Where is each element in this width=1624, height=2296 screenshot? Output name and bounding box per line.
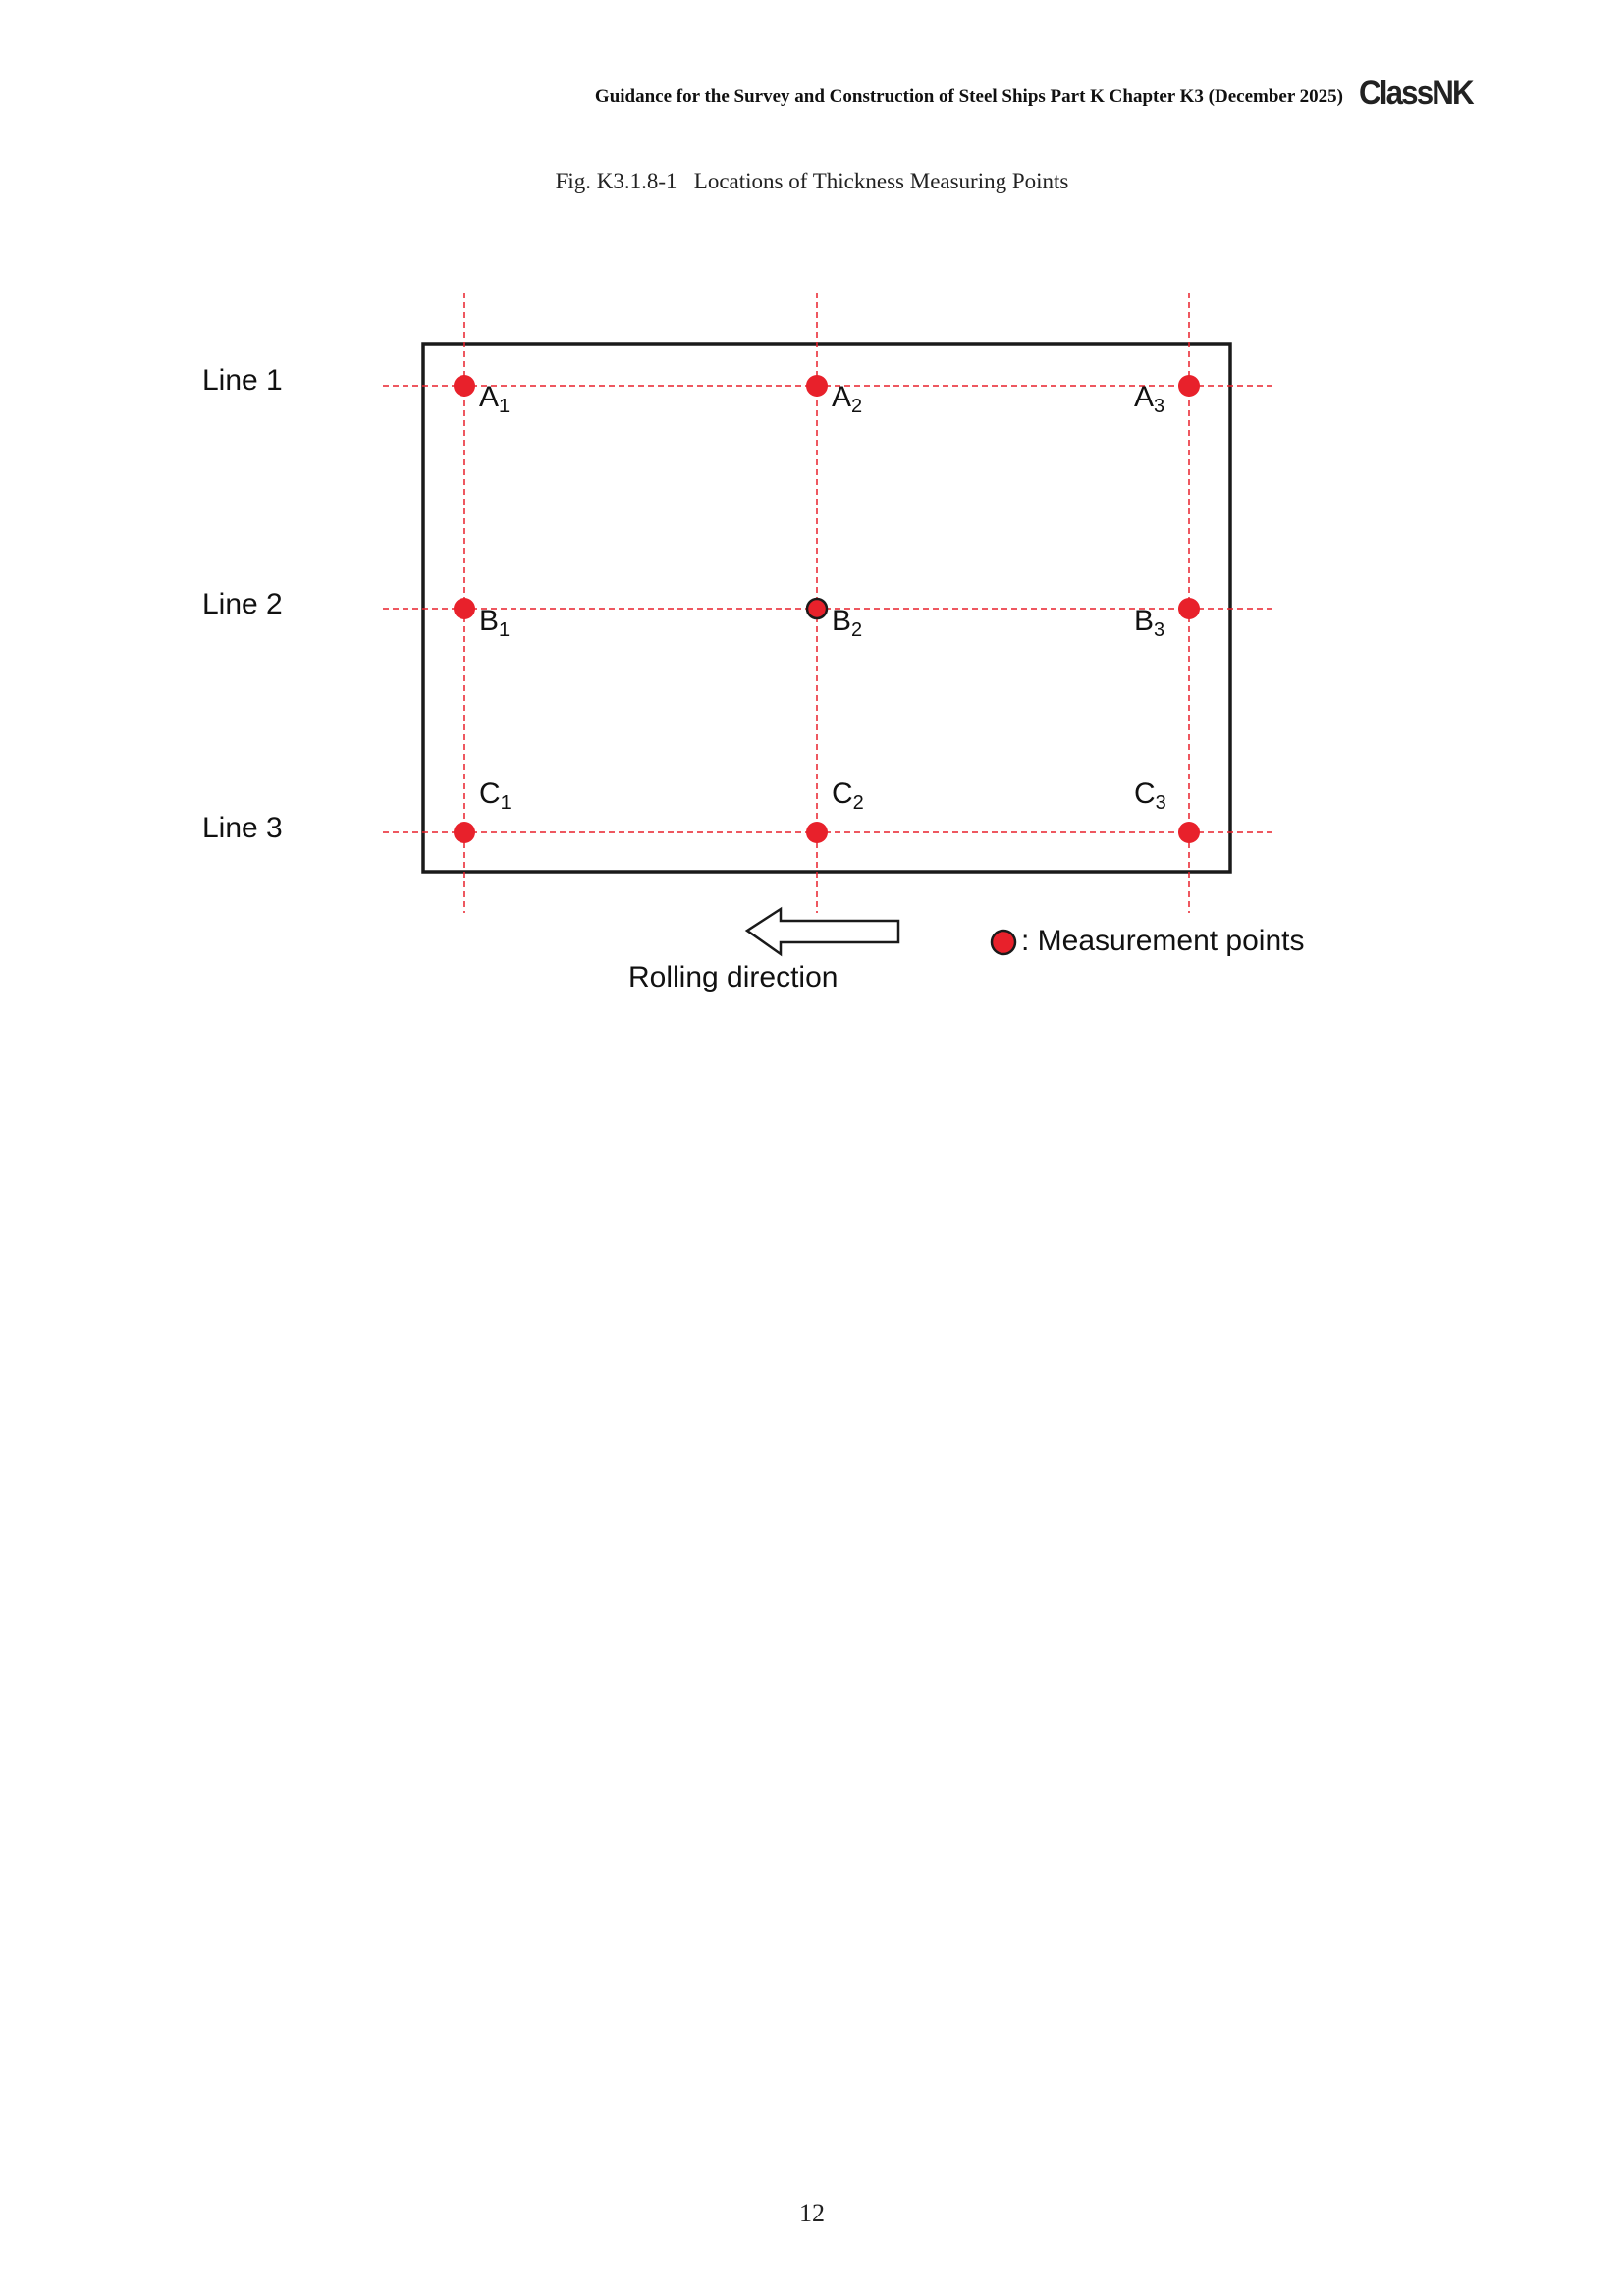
point-c3 — [1178, 822, 1200, 843]
point-a3 — [1178, 375, 1200, 397]
point-label-b2: $B_2$ — [832, 605, 863, 641]
page-number: 12 — [799, 2199, 825, 2227]
rolling-direction-label: Rolling direction — [628, 961, 839, 993]
classnk-logo: ClassNK — [1359, 75, 1473, 112]
point-a1 — [454, 375, 475, 397]
point-label-b3: $B_3$ — [1134, 605, 1165, 641]
point-c2 — [806, 822, 828, 843]
running-header: Guidance for the Survey and Construction of Steel Ships Part K Chapter K3 (December 2025) — [594, 86, 1343, 107]
point-label-c2: $C_2$ — [832, 777, 864, 814]
line-label: Line 1 — [202, 364, 283, 397]
point-label-a1: $A_1$ — [479, 381, 511, 417]
point-label-a3: $A_3$ — [1134, 381, 1165, 417]
point-label-b1: $B_1$ — [479, 605, 511, 641]
legend-label: : Measurement points — [1021, 925, 1305, 957]
rolling-direction-arrow-icon — [747, 909, 898, 954]
line-label: Line 2 — [202, 588, 283, 620]
point-label-c3: $C_3$ — [1134, 777, 1166, 814]
thickness-measuring-diagram — [0, 0, 1624, 1080]
point-a2 — [806, 375, 828, 397]
point-c1 — [454, 822, 475, 843]
legend-point-icon — [992, 931, 1015, 954]
point-label-c1: $C_1$ — [479, 777, 512, 814]
figure-caption: Fig. K3.1.8-1 Locations of Thickness Measuring Points — [555, 169, 1069, 193]
point-b3 — [1178, 598, 1200, 619]
point-label-a2: $A_2$ — [832, 381, 863, 417]
line-label: Line 3 — [202, 812, 283, 844]
point-b1 — [454, 598, 475, 619]
point-b2 — [807, 599, 827, 618]
